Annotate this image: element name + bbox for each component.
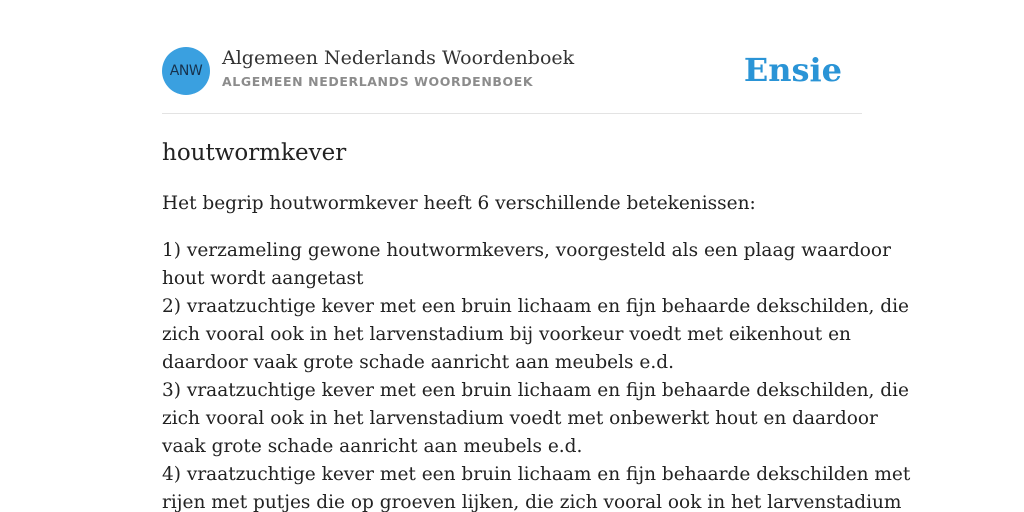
meaning-line: rijen met putjes die op groeven lijken, die zich vooral ook in het larvenstadium [162,492,902,512]
source-title[interactable]: Algemeen Nederlands Woordenboek [222,47,575,69]
source-logo[interactable]: ANW [162,47,210,95]
page-title: houtwormkever [162,140,347,166]
meaning-4 [162,461,911,512]
header-divider [162,113,862,114]
intro-text: Het begrip houtwormkever heeft 6 verschillende betekenissen: [162,193,756,214]
meaning-line: 4) vraatzuchtige kever met een bruin lichaam en fijn behaarde dekschilden met [162,464,911,485]
header [162,46,862,96]
meaning-line: 3) vraatzuchtige kever met een bruin lichaam en fijn behaarde dekschilden, die [162,380,909,401]
meaning-line: 1) verzameling gewone houtwormkevers, voorgesteld als een plaag waardoor [162,240,891,261]
source-subtitle: ALGEMEEN NEDERLANDS WOORDENBOEK [222,74,534,89]
meaning-1 [162,237,891,293]
meaning-line: vaak grote schade aanricht aan meubels e.d. [162,436,583,457]
meaning-2 [162,293,909,377]
brand-logo[interactable]: Ensie [743,51,842,89]
meaning-line: hout wordt aangetast [162,268,364,289]
meanings-list [162,237,911,512]
meaning-3 [162,377,909,461]
meaning-line: zich vooral ook in het larvenstadium bij voorkeur voedt met eikenhout en [162,324,851,345]
meaning-line: daardoor vaak grote schade aanricht aan meubels e.d. [162,352,674,373]
meaning-line: zich vooral ook in het larvenstadium voedt met onbewerkt hout en daardoor [162,408,878,429]
meaning-line: 2) vraatzuchtige kever met een bruin lichaam en fijn behaarde dekschilden, die [162,296,909,317]
